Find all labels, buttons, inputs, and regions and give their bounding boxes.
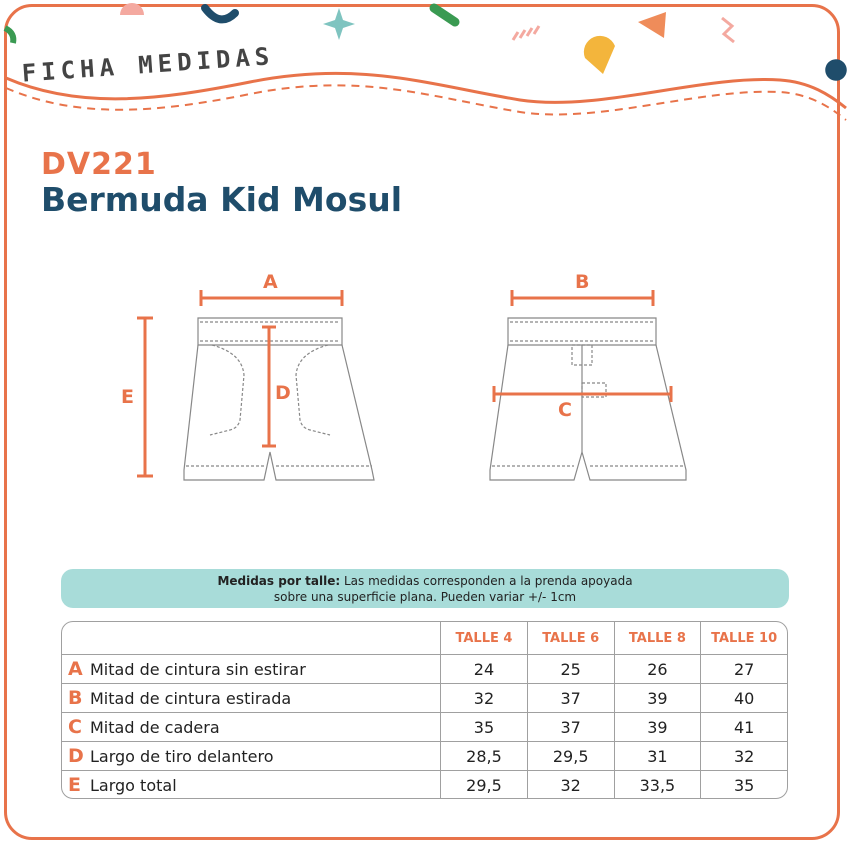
note-line1: Las medidas corresponden a la prenda apoyada (340, 574, 633, 588)
product-name: Bermuda Kid Mosul (41, 180, 403, 219)
row-letter: C (68, 716, 82, 738)
cell-value: 33,5 (614, 771, 701, 800)
cell-value: 35 (441, 713, 528, 742)
note-bold: Medidas por talle: (217, 574, 341, 588)
cell-value: 29,5 (441, 771, 528, 800)
row-label: Mitad de cadera (90, 718, 220, 737)
cell-value: 28,5 (441, 742, 528, 771)
label-e: E (121, 386, 134, 408)
table-header-row (62, 622, 787, 655)
header-talle-10: TALLE 10 (701, 622, 787, 655)
ribbon-title: FICHA MEDIDAS (20, 42, 276, 88)
cell-value: 26 (614, 655, 701, 684)
product-code: DV221 (41, 147, 157, 182)
cell-value: 39 (614, 713, 701, 742)
label-a: A (263, 271, 278, 293)
header-talle-4: TALLE 4 (441, 622, 528, 655)
cell-value: 37 (527, 713, 614, 742)
cell-value: 41 (701, 713, 787, 742)
back-shorts-drawing (490, 318, 686, 480)
table-row (62, 713, 787, 742)
cell-value: 37 (527, 684, 614, 713)
size-table (61, 621, 788, 799)
label-c: C (558, 399, 572, 421)
note-line2: sobre una superficie plana. Pueden variar +/- 1cm (273, 590, 577, 604)
cell-value: 24 (441, 655, 528, 684)
table-row (62, 684, 787, 713)
row-label: Mitad de cintura estirada (90, 689, 292, 708)
label-b: B (575, 271, 590, 293)
cell-value: 32 (441, 684, 528, 713)
header-talle-8: TALLE 8 (614, 622, 701, 655)
cell-value: 40 (701, 684, 787, 713)
cell-value: 31 (614, 742, 701, 771)
row-letter: E (68, 774, 81, 796)
row-letter: D (68, 745, 84, 767)
header-talle-6: TALLE 6 (527, 622, 614, 655)
cell-value: 27 (701, 655, 787, 684)
cell-value: 29,5 (527, 742, 614, 771)
row-label: Largo total (90, 776, 177, 795)
table-header-blank (62, 622, 441, 655)
table-row (62, 771, 787, 800)
row-letter: B (68, 687, 83, 709)
table-row (62, 655, 787, 684)
cell-value: 32 (527, 771, 614, 800)
table-row (62, 742, 787, 771)
measure-note (61, 569, 789, 608)
row-label: Mitad de cintura sin estirar (90, 660, 306, 679)
cell-value: 39 (614, 684, 701, 713)
cell-value: 25 (527, 655, 614, 684)
cell-value: 35 (701, 771, 787, 800)
label-d: D (275, 382, 291, 404)
row-letter: A (68, 658, 83, 680)
cell-value: 32 (701, 742, 787, 771)
row-label: Largo de tiro delantero (90, 747, 274, 766)
